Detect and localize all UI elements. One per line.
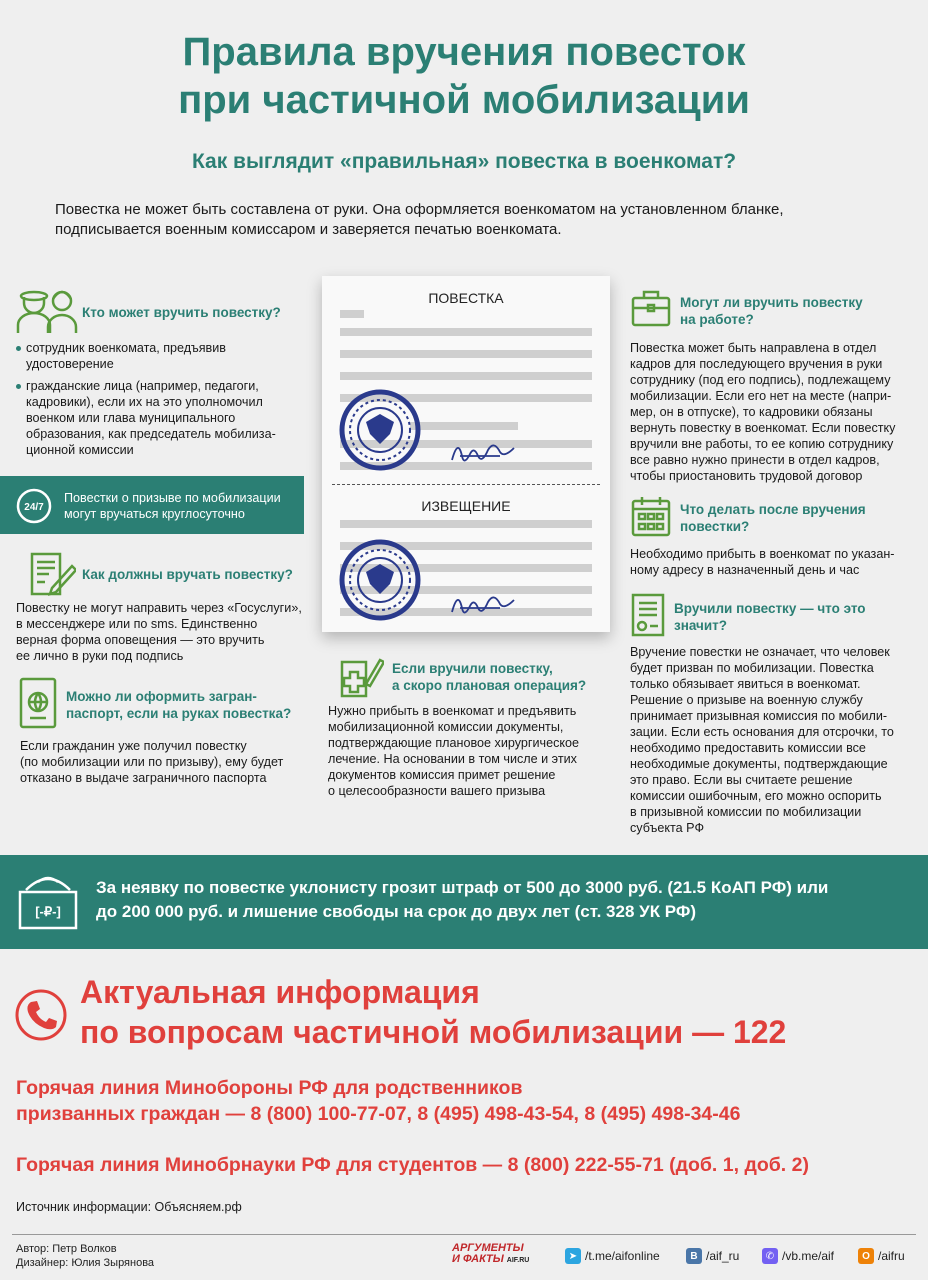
after-heading: Что делать после вручения повестки?: [680, 502, 866, 534]
medical-document-icon: [338, 654, 384, 698]
passport-heading: Можно ли оформить загран- паспорт, если на руках повестка?: [66, 689, 292, 721]
who-text: [16, 340, 306, 458]
svg-text:[-₽-]: [-₽-]: [35, 904, 61, 919]
surgery-text: Нужно прибыть в военкомат и предъявить мобилизационной комиссии документы, подтверждающие плановое хирургическое лечение. На основании в том числе и этих документов комиссия примет решение о целесообразности вашего призыва: [328, 704, 580, 798]
page-subtitle: Как выглядит «правильная» повестка в военкомат?: [191, 150, 737, 173]
meaning-heading: Вручили повестку — что это значит?: [674, 601, 866, 633]
passport-text: Если гражданин уже получил повестку (по мобилизации или по призыву), ему будет отказано в выдаче заграничного паспорта: [20, 739, 284, 785]
summons-label: ПОВЕСТКА: [428, 290, 504, 306]
ok-icon: О: [858, 1248, 874, 1264]
work-text: Повестка может быть направлена в отдел кадров для последующего вручения в руки сотруднику (под его подпись), подлежащему мобилизации. Если его нет на месте (напри- мер, он в отпуске), то кадровики обязаны вернуть повестку в военкомат. Если повестку вручили вне работы, то ее копию сотруднику все равно нужно принести в отдел кадров, чтобы приостановить трудовой договор: [630, 341, 896, 483]
viber-icon: ✆: [762, 1248, 778, 1264]
official-stamp-icon: [338, 388, 422, 477]
summons-document: [322, 276, 610, 632]
vk-link[interactable]: В /aif_ru: [686, 1248, 739, 1264]
edu-hotline: Горячая линия Минобрнауки РФ для студентов — 8 (800) 222-55-71 (доб. 1, доб. 2): [16, 1154, 809, 1176]
how-heading: Как должны вручать повестку?: [82, 567, 293, 582]
tear-line: [332, 484, 600, 485]
doc-line: [410, 422, 518, 430]
form-pen-icon: [28, 550, 76, 598]
clock-24-7-icon: [14, 488, 54, 524]
people-icon: [16, 287, 78, 335]
after-text: Необходимо прибыть в военкомат по указан- ному адресу в назначенный день и час: [630, 547, 895, 577]
hotline-heading: Актуальная информация по вопросам частичной мобилизации — 122: [80, 974, 787, 1050]
passport-icon: [18, 676, 58, 730]
footer-divider: [12, 1234, 916, 1235]
phone-icon: [14, 988, 68, 1042]
who-bullet-2: гражданские лица (например, педагоги, кадровики), если их на это уполномочил военком или глава муниципального образования, как председатель мобилиза- ционной комиссии: [16, 378, 306, 458]
who-bullet-1: сотрудник военкомата, предъявив удостоверение: [16, 340, 306, 372]
work-heading: Могут ли вручить повестку на работе?: [680, 295, 863, 327]
how-text: Повестку не могут направить через «Госуслуги», в мессенджере или по sms. Единственно верная форма оповещения — это вручить ее лично в руки под подпись: [16, 601, 302, 663]
signature-icon: [448, 436, 518, 471]
mod-hotline: Горячая линия Минобороны РФ для родственников призванных граждан — 8 (800) 100-77-07, 8 (495) 498-43-54, 8 (495) 498-34-46: [16, 1077, 741, 1125]
official-stamp-icon: [338, 538, 422, 627]
doc-line: [340, 328, 592, 336]
source-text: Источник информации: Объясняем.рф: [16, 1200, 242, 1214]
doc-line: [340, 310, 364, 318]
credits: Автор: Петр Волков Дизайнер: Юлия Зырянова: [16, 1243, 155, 1269]
page-title: Правила вручения повесток при частичной мобилизации: [178, 30, 750, 122]
svg-text:24/7: 24/7: [24, 502, 44, 513]
who-heading: Кто может вручить повестку?: [82, 305, 281, 320]
surgery-heading: Если вручили повестку, а скоро плановая операция?: [392, 661, 587, 693]
vk-icon: В: [686, 1248, 702, 1264]
telegram-icon: ➤: [565, 1248, 581, 1264]
ok-link[interactable]: О /aifru: [858, 1248, 905, 1264]
certificate-icon: [630, 592, 666, 638]
meaning-text: Вручение повестки не означает, что человек будет призван по мобилизации. Повестка только обязывает явиться в военкомат. Решение о призыве на военную службу принимает призывная комиссия по мобили- зации. Если есть основания для отсрочки, то необходимо предоставить комиссии все необходимые документы, подтверждающие это право. Если вы считаете решение комиссии ошибочным, его можно оспорить в призывной комиссии по мобилизации субъекта РФ: [630, 645, 894, 835]
signature-icon: [448, 588, 518, 623]
doc-line: [340, 350, 592, 358]
wallet-icon: [16, 870, 80, 932]
intro-text: Повестка не может быть составлена от руки. Она оформляется военкоматом на установленном бланке, подписывается военным комиссаром и заверяется печатью военкомата.: [55, 201, 784, 238]
telegram-link[interactable]: ➤ /t.me/aifonline: [565, 1248, 660, 1264]
doc-line: [340, 520, 592, 528]
viber-link[interactable]: ✆ /vb.me/aif: [762, 1248, 834, 1264]
doc-line: [340, 372, 592, 380]
clock-text: Повестки о призыве по мобилизации могут вручаться круглосуточно: [64, 491, 281, 521]
calendar-icon: [630, 494, 672, 538]
fine-text: За неявку по повестке уклонисту грозит штраф от 500 до 3000 руб. (21.5 КоАП РФ) или до 200 000 руб. и лишение свободы на срок до двух лет (ст. 328 УК РФ): [96, 878, 829, 921]
notice-label: ИЗВЕЩЕНИЕ: [421, 498, 511, 514]
briefcase-icon: [630, 288, 672, 328]
aif-logo[interactable]: АРГУМЕНТЫ И ФАКТЫ AIF.RU: [452, 1242, 530, 1265]
